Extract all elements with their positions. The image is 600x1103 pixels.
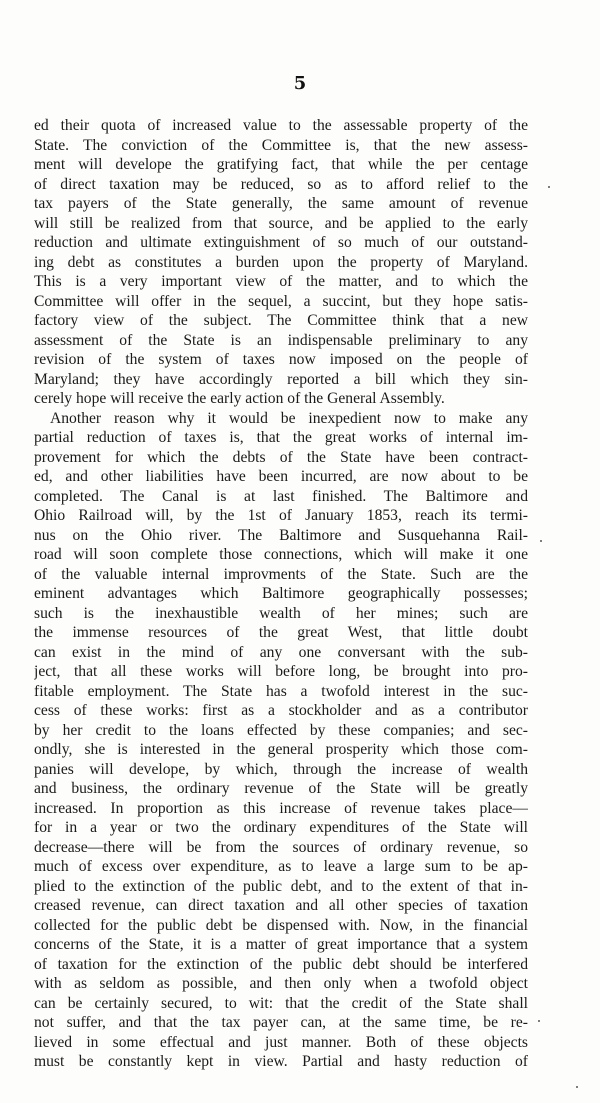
text-line: completed. The Canal is at last finished. The Baltimore and [34,487,528,505]
text-line: decrease—there will be from the sources of ordinary revenue, so [34,838,528,856]
text-line: ed, and other liabilities have been incurred, are now about to be [34,468,528,485]
text-line: ing debt as constitutes a burden upon the property of Maryland. [34,253,528,271]
text-line: collected for the public debt be dispensed with. Now, in the financial [34,916,528,934]
text-line: Maryland; they have accordingly reported a bill which they sin- [34,370,528,388]
text-line: fitable employment. The State has a twofold interest in the suc- [34,682,528,700]
text-line: of taxation for the extinction of the public debt should be interfered [34,955,528,973]
text-line: ondly, she is interested in the general prosperity which those com- [34,741,528,758]
print-speck [548,186,550,188]
text-line: assessment of the State is an indispensable preliminary to any [34,331,528,349]
text-line: partial reduction of taxes is, that the great works of internal im- [34,429,528,446]
body-text [34,116,528,1072]
text-line: panies will develope, by which, through the increase of wealth [34,760,528,778]
text-line: will still be realized from that source, and be applied to the early [34,214,528,232]
text-line: increased. In proportion as this increase of revenue takes place— [34,799,528,817]
text-line: Committee will offer in the sequel, a succint, but they hope satis- [34,292,528,310]
text-line: nus on the Ohio river. The Baltimore and Susquehanna Rail- [34,526,528,544]
text-line: the immense resources of the great West, that little doubt [34,624,528,641]
text-line: such is the inexhaustible wealth of her mines; such are [34,604,528,622]
text-line: Another reason why it would be inexpedient now to make any [50,409,528,427]
text-line: creased revenue, can direct taxation and all other species of taxation [34,897,528,914]
text-line: can exist in the mind of any one conversant with the sub- [34,643,528,661]
print-speck [538,1020,540,1022]
text-line: cerely hope will receive the early action of the General Assembly. [34,390,445,407]
text-line: for in a year or two the ordinary expenditures of the State will [34,819,528,836]
paragraph-committee-conviction [34,116,528,409]
text-line: ed their quota of increased value to the assessable property of the [34,117,528,134]
text-line: ment will develope the gratifying fact, that while the per centage [34,156,528,173]
text-line: of direct taxation may be reduced, so as to afford relief to the [34,175,528,193]
text-line: plied to the extinction of the public debt, and to the extent of that in- [34,877,528,895]
text-line: ject, that all these works will before long, be brought into pro- [34,663,528,680]
text-line: factory view of the subject. The Committee think that a new [34,312,528,329]
text-line: reduction and ultimate extinguishment of so much of our outstand- [34,234,528,251]
text-line: provement for which the debts of the State have been contract- [34,448,528,466]
page-number: 5 [293,73,307,94]
text-line: tax payers of the State generally, the same amount of revenue [34,195,528,212]
text-line: lieved in some effectual and just manner. Both of these objects [34,1033,528,1051]
text-line: cess of these works: first as a stockholder and as a contributor [34,702,528,719]
text-line: Ohio Railroad will, by the 1st of January 1853, reach its termi- [34,507,528,524]
print-speck [540,540,542,542]
text-line: road will soon complete those connections, which will make it one [34,546,528,563]
text-line: must be constantly kept in view. Partial and hasty reduction of [34,1053,528,1070]
text-line: can be certainly secured, to wit: that the credit of the State shall [34,994,528,1012]
text-line: of the valuable internal improvments of the State. Such are the [34,565,528,583]
text-line: eminent advantages which Baltimore geographically possesses; [34,585,528,602]
text-line: State. The conviction of the Committee is, that the new assess- [34,136,528,154]
paragraph-internal-improvements [34,409,528,1072]
text-line: revision of the system of taxes now imposed on the people of [34,351,528,368]
print-speck [576,1086,578,1088]
text-line: by her credit to the loans effected by these companies; and sec- [34,721,528,739]
text-line: and business, the ordinary revenue of the State will be greatly [34,780,528,797]
text-line: concerns of the State, it is a matter of great importance that a system [34,936,528,953]
text-line: much of excess over expenditure, as to leave a large sum to be ap- [34,858,528,875]
text-line: This is a very important view of the matter, and to which the [34,273,528,290]
text-line: with as seldom as possible, and then only when a twofold object [34,975,528,992]
text-line: not suffer, and that the tax payer can, at the same time, be re- [34,1014,528,1031]
